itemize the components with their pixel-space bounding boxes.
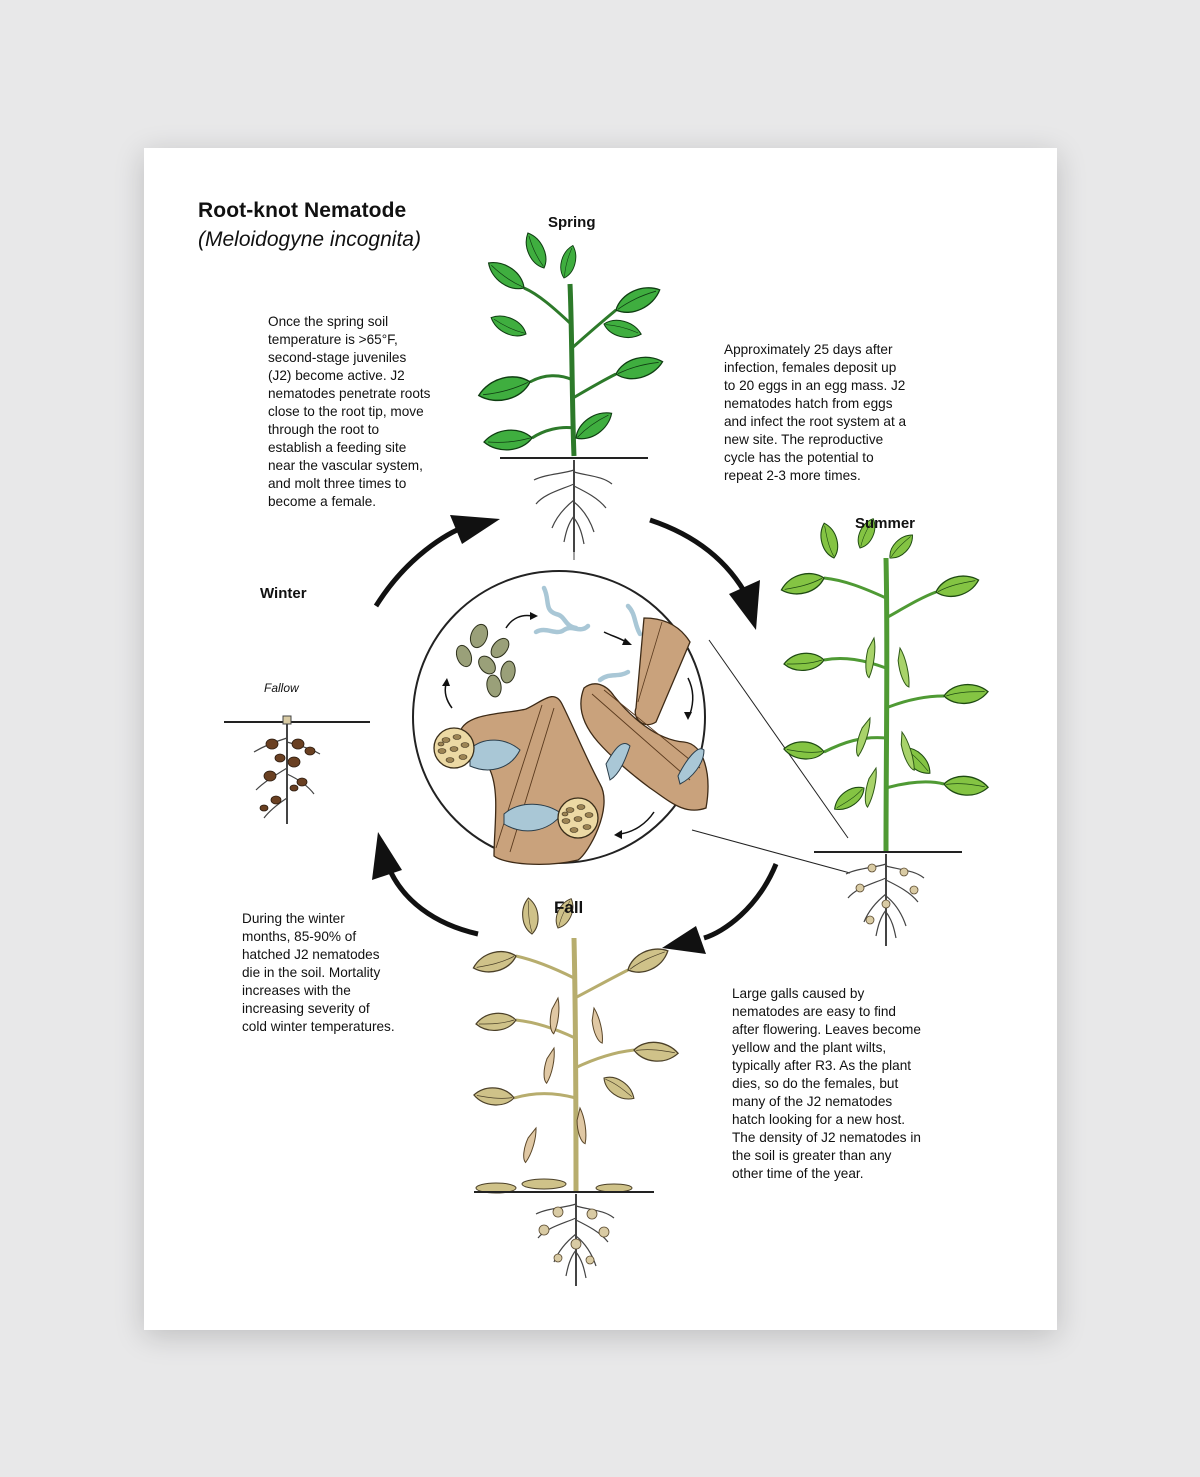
page-title: Root-knot Nematode <box>198 199 407 222</box>
arrow-winter-to-spring <box>376 525 469 606</box>
arrow-fall-to-winter <box>388 866 478 934</box>
note-spring: Once the spring soil temperature is >65°F, second-stage juveniles (J2) become active. J2 nematodes penetrate roots close to the root tip, move through the root to establish a feeding site near the vascular system, and molt three times to become a female. <box>268 314 431 509</box>
summer-plant <box>779 516 989 946</box>
scientific-name: (Meloidogyne incognita) <box>198 228 421 251</box>
diagram-page <box>144 148 1057 1330</box>
fall-plant <box>471 896 679 1286</box>
note-winter: During the winter months, 85-90% of hatched J2 nematodes die in the soil. Mortality increases with the increasing severity of cold winter temperatures. <box>242 911 395 1034</box>
magnified-view <box>413 571 850 873</box>
note-summer: Approximately 25 days after infection, females deposit up to 20 eggs in an egg mass. J2 nematodes hatch from eggs and infect the root system at a new site. The reproductive cycle has the potential to repeat 2-3 more times. <box>724 342 907 483</box>
season-label-fall: Fall <box>554 898 584 917</box>
spring-plant <box>476 230 664 560</box>
season-label-spring: Spring <box>548 214 596 231</box>
season-label-summer: Summer <box>855 515 916 532</box>
fallow-label: Fallow <box>264 681 299 695</box>
note-fall: Large galls caused by nematodes are easy to find after flowering. Leaves become yellow and the plant wilts, typically after R3. As the plant dies, so do the females, but many of the J2 nematodes hatch looking for a new host. The density of J2 nematodes in the soil is greater than any other time of the year. <box>732 986 921 1181</box>
season-label-winter: Winter <box>260 585 307 602</box>
winter-fallow-root <box>224 716 370 824</box>
arrow-summer-to-fall <box>704 864 776 938</box>
arrow-spring-to-summer <box>650 520 748 598</box>
